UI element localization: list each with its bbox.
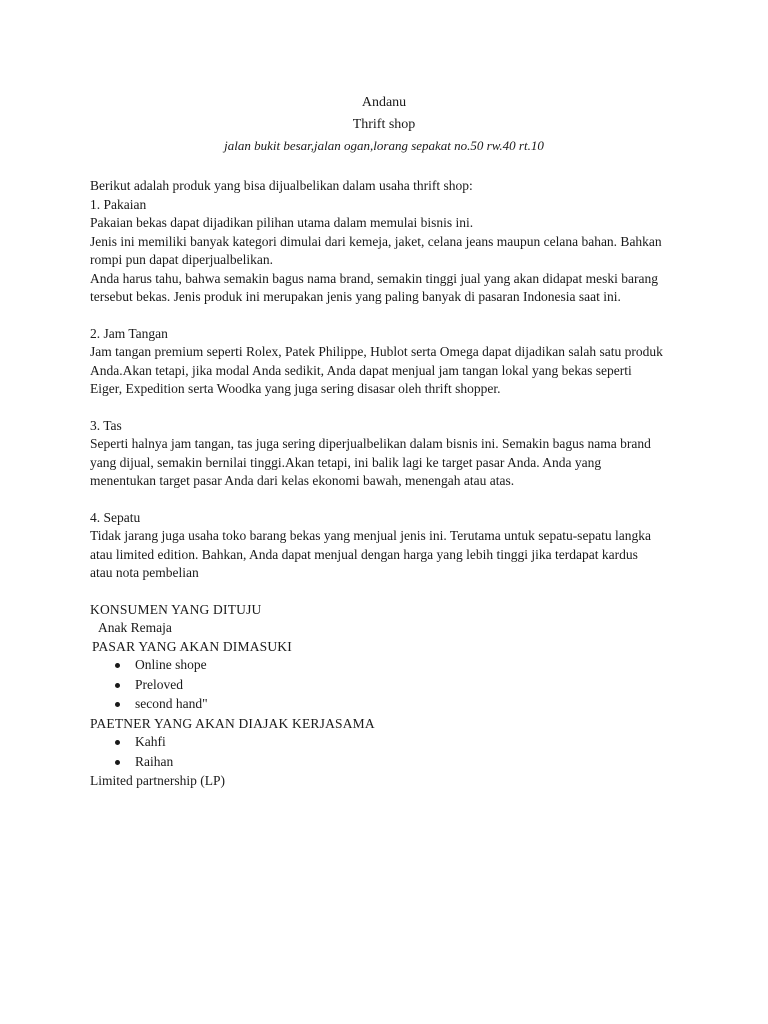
tas-line: yang dijual, semakin bernilai tinggi.Akan tetapi, ini balik lagi ke target pasar Anda. Anda yang [90,454,602,470]
closing-line: Limited partnership (LP) [90,773,225,788]
konsumen-value: Anak Remaja [98,620,172,635]
document-body [90,177,682,791]
section-heading-sepatu: 4. Sepatu [90,509,141,525]
pasar-list [90,656,682,715]
pakaian-line: Jenis ini memiliki banyak kategori dimulai dari kemeja, jaket, celana jeans maupun celana bahan. Bahkan [90,233,662,249]
list-item-label: Kahfi [135,734,166,749]
pakaian-line: rompi pun dapat diperjualbelikan. [90,252,273,267]
intro-paragraph: Berikut adalah produk yang bisa dijualbelikan dalam usaha thrift shop: [90,178,473,193]
document-title: Thrift shop [352,117,416,132]
spacer [90,399,682,417]
list-item [90,676,682,696]
spacer [90,307,682,325]
bullet-icon [115,663,120,668]
section-heading-pakaian: 1. Pakaian [90,196,147,212]
pakaian-line: tersebut bekas. Jenis produk ini merupakan jenis yang paling banyak di pasaran Indonesia saat ini. [90,289,621,304]
list-item-label: second hand" [135,696,208,711]
jam-line: Anda.Akan tetapi, jika modal Anda sedikit, Anda dapat menjual jam tangan lokal yang bekas seperti [90,362,632,378]
pakaian-line: Anda harus tahu, bahwa semakin bagus nama brand, semakin tinggi jual yang akan didapat meski barang [90,270,658,286]
konsumen-heading: KONSUMEN YANG DITUJU [90,601,262,617]
list-item [90,695,682,715]
bullet-icon [115,683,120,688]
list-item [90,656,682,676]
tas-line: menentukan target pasar Anda dari kelas ekonomi bawah, menengah atau atas. [90,473,515,488]
bullet-icon [115,760,120,765]
section-heading-tas: 3. Tas [90,417,122,433]
list-item-label: Raihan [135,753,174,769]
list-item-label: Preloved [135,676,183,692]
address-line: jalan bukit besar,jalan ogan,lorang sepakat no.50 rw.40 rt.10 [224,138,544,153]
list-item [90,753,682,773]
spacer [90,491,682,509]
partner-heading: PAETNER YANG AKAN DIAJAK KERJASAMA [90,715,375,731]
jam-line: Eiger, Expedition serta Woodka yang juga sering disasar oleh thrift shopper. [90,381,501,396]
list-item-label: Online shope [135,657,207,672]
sepatu-line: Tidak jarang juga usaha toko barang bekas yang menjual jenis ini. Terutama untuk sepatu-sepatu langka [90,528,652,543]
sepatu-line: atau nota pembelian [90,565,199,580]
author-name: Andanu [361,95,407,110]
jam-line: Jam tangan premium seperti Rolex, Patek Philippe, Hublot serta Omega dapat dijadikan salah satu produk [90,344,663,359]
tas-line: Seperti halnya jam tangan, tas juga sering diperjualbelikan dalam bisnis ini. Semakin bagus nama brand [90,436,651,451]
section-heading-jam-tangan: 2. Jam Tangan [90,325,168,341]
spacer [90,583,682,601]
list-item [90,733,682,753]
bullet-icon [115,740,120,745]
partner-list [90,733,682,772]
pakaian-line: Pakaian bekas dapat dijadikan pilihan utama dalam memulai bisnis ini. [90,215,474,230]
pasar-heading: PASAR YANG AKAN DIMASUKI [92,638,292,654]
sepatu-line: atau limited edition. Bahkan, Anda dapat menjual dengan harga yang lebih tinggi jika terdapat kardus [90,546,638,562]
bullet-icon [115,702,120,707]
